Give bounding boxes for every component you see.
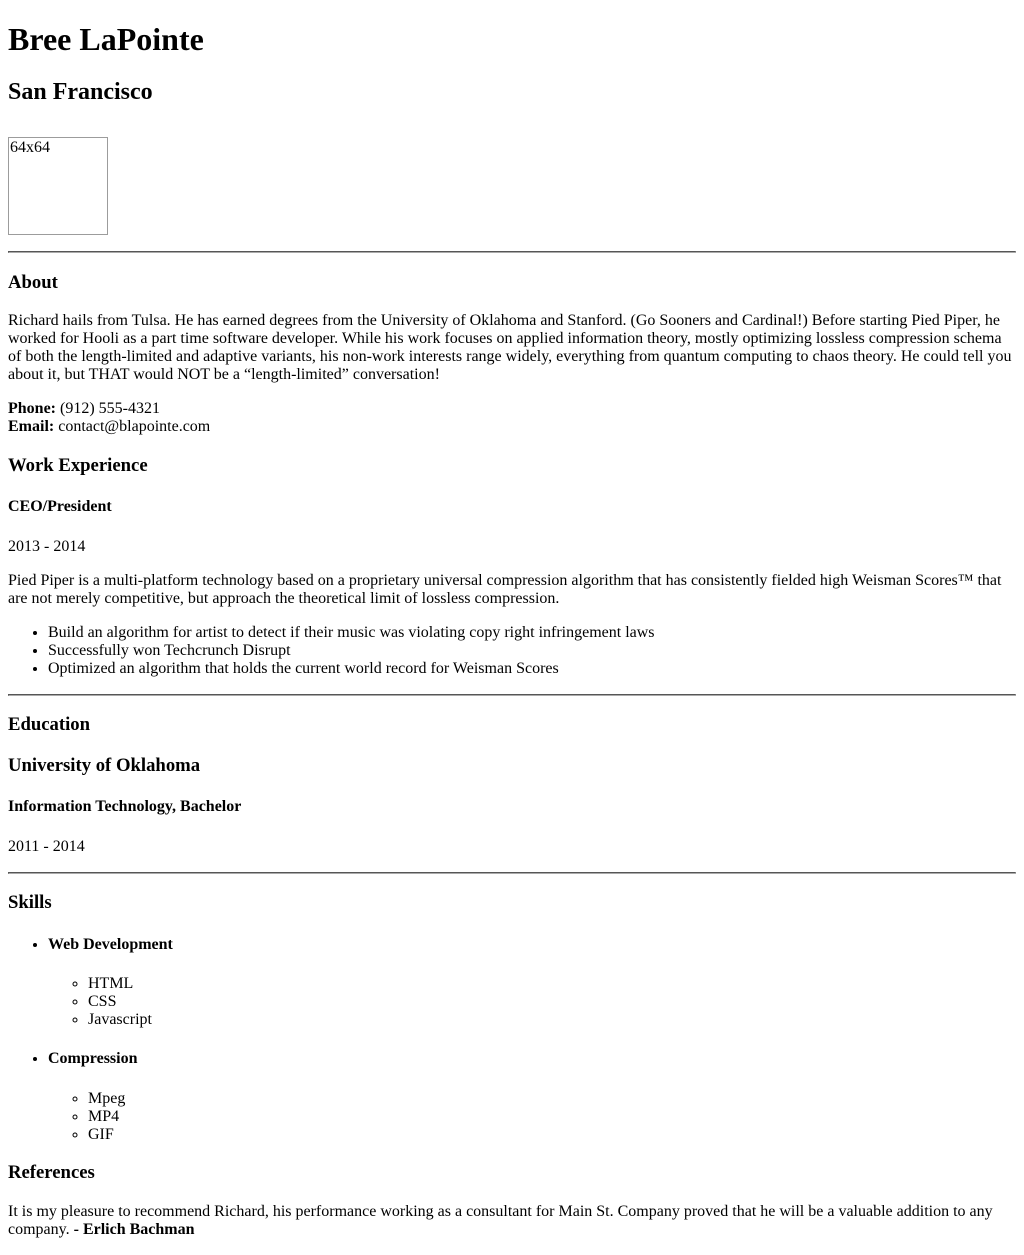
list-item: ◦ MP4 (88, 1108, 1016, 1126)
degree-name: Information Technology, Bachelor (8, 798, 242, 816)
list-item: ◦ HTML (88, 975, 1016, 993)
job-highlights-list (8, 624, 1016, 678)
list-item: • Build an algorithm for artist to detect if their music was violating copy right infringement laws (48, 624, 1016, 642)
skills-section (8, 892, 1016, 1143)
divider (8, 694, 1016, 696)
divider (8, 872, 1016, 874)
skill-items-list (48, 975, 1016, 1029)
about-bio: Richard hails from Tulsa. He has earned degrees from the University of Oklahoma and Stanford. (Go Sooners and Cardinal!) Before starting Pied Piper, he worked for Hooli as a part time software developer. While his work focuses on applied information theory, mostly optimizing lossless compression schema of both the length-limited and adaptive variants, his non-work interests range widely, everything from quantum computing to chaos theory. He could tell you about it, but THAT would NOT be a “length-limited” conversation! (8, 312, 1012, 384)
avatar-container (8, 137, 1016, 235)
education-dates: 2011 - 2014 (8, 837, 85, 855)
job-title: CEO/President (8, 498, 112, 516)
skills-list (8, 936, 1016, 1144)
reference-attribution: - Erlich Bachman (73, 1220, 195, 1238)
skills-heading: Skills (8, 892, 52, 914)
job-dates: 2013 - 2014 (8, 537, 86, 555)
about-section (8, 272, 1016, 437)
list-item: ◦ Mpeg (88, 1090, 1016, 1108)
location-subtitle: San Francisco (8, 79, 153, 105)
job-description: Pied Piper is a multi-platform technology based on a proprietary universal compression algorithm that has consistently fielded high Weisman Scores™ that are not merely competitive, but approach the theoretical limit of lossless compression. (8, 571, 1002, 607)
email-value: contact@blapointe.com (54, 418, 211, 436)
list-item: ◦ CSS (88, 993, 1016, 1011)
references-section (8, 1162, 1016, 1239)
list-item: ◦ GIF (88, 1126, 1016, 1144)
education-heading: Education (8, 714, 91, 736)
reference-text: It is my pleasure to recommend Richard, his performance working as a consultant for Main St. Company proved that he will be a valuable addition to any company. (8, 1202, 993, 1238)
skill-category (48, 936, 1016, 1029)
reference-quote (8, 1203, 1016, 1239)
about-heading: About (8, 271, 58, 293)
education-section (8, 714, 1016, 855)
email-label: Email: (8, 418, 55, 436)
phone-label: Phone: (8, 400, 56, 418)
phone-value: (912) 555-4321 (56, 400, 160, 418)
list-item: • Successfully won Techcrunch Disrupt (48, 642, 1016, 660)
contact-block (8, 400, 1016, 436)
divider (8, 251, 1016, 253)
work-experience-heading: Work Experience (8, 455, 148, 477)
references-heading: References (8, 1162, 95, 1184)
skill-category-name: • Web Development (48, 935, 173, 953)
list-item: • Optimized an algorithm that holds the current world record for Weisman Scores (48, 660, 1016, 678)
page-title: Bree LaPointe (8, 21, 204, 57)
avatar-broken-image: 64x64 (8, 137, 108, 235)
work-experience-section (8, 455, 1016, 678)
skill-category-name: • Compression (48, 1050, 138, 1068)
school-name: University of Oklahoma (8, 755, 201, 777)
skill-items-list (48, 1090, 1016, 1144)
skill-category (48, 1050, 1016, 1143)
list-item: ◦ Javascript (88, 1011, 1016, 1029)
resume-header (8, 21, 1016, 235)
